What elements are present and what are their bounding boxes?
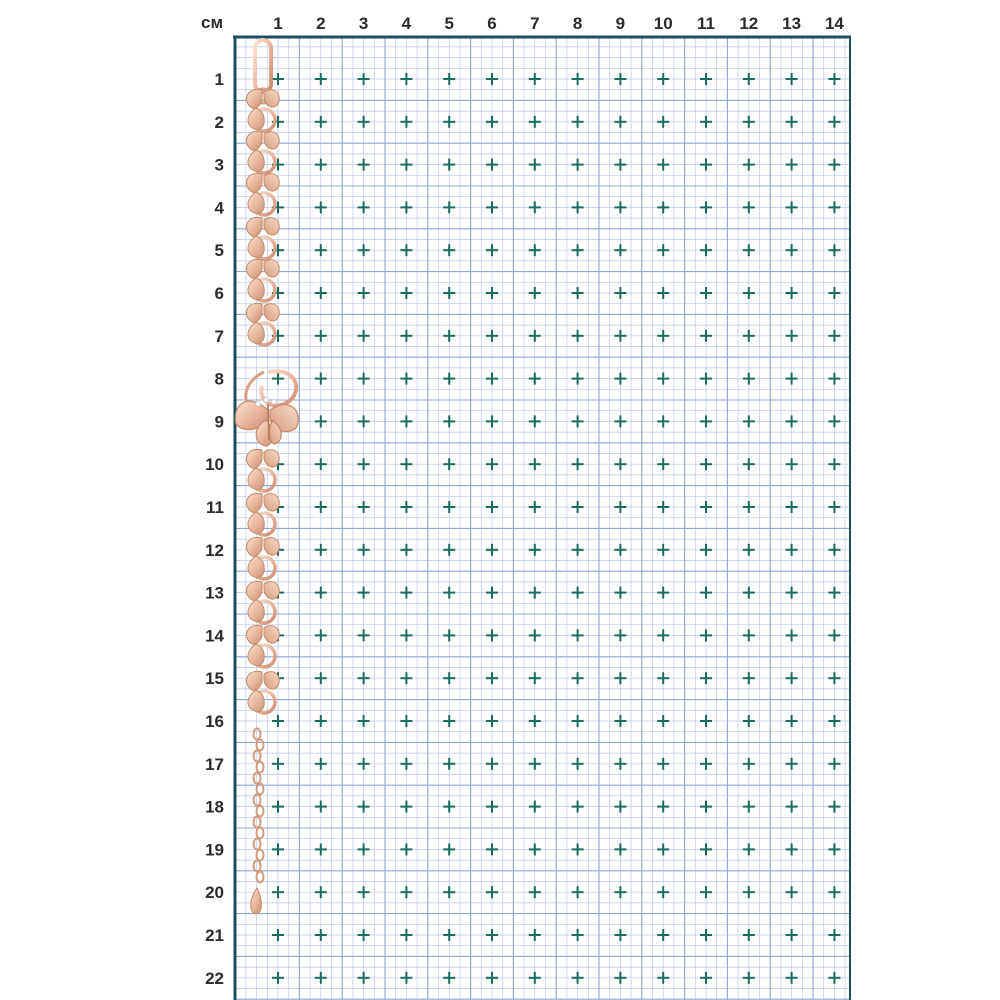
row-label: 16 [205,712,224,731]
column-label: 5 [444,14,454,33]
column-label: 11 [697,14,715,33]
row-label: 21 [205,926,224,945]
column-label: 3 [358,14,369,33]
row-label: 5 [214,241,224,261]
row-label: 14 [205,626,224,646]
grid-paper [235,37,850,1000]
row-label: 13 [205,583,224,603]
column-label: 1 [273,14,283,33]
row-label: 1 [214,70,224,89]
row-label: 19 [205,840,224,860]
row-label: 22 [205,968,224,988]
row-label: 7 [214,326,224,346]
row-labels [205,70,224,988]
column-label: 2 [316,14,326,33]
column-label: 10 [653,14,673,33]
column-label: 8 [572,14,583,33]
row-label: 20 [205,883,224,903]
column-labels [273,14,844,33]
row-label: 18 [205,797,224,817]
row-label: 12 [205,540,224,560]
row-label: 10 [205,455,224,475]
row-label: 8 [214,369,224,389]
column-label: 4 [401,14,412,33]
column-label: 13 [782,14,802,33]
row-label: 2 [214,112,224,132]
unit-label: см [200,13,224,32]
column-label: 14 [824,14,844,33]
row-label: 11 [206,498,224,517]
row-label: 17 [205,754,224,774]
column-label: 7 [530,14,540,33]
column-label: 9 [615,14,626,33]
row-label: 15 [205,669,224,689]
row-label: 3 [214,155,224,175]
column-label: 6 [487,14,497,33]
row-label: 4 [214,198,224,218]
column-label: 12 [739,14,759,33]
row-label: 9 [214,412,224,432]
row-label: 6 [214,284,224,303]
